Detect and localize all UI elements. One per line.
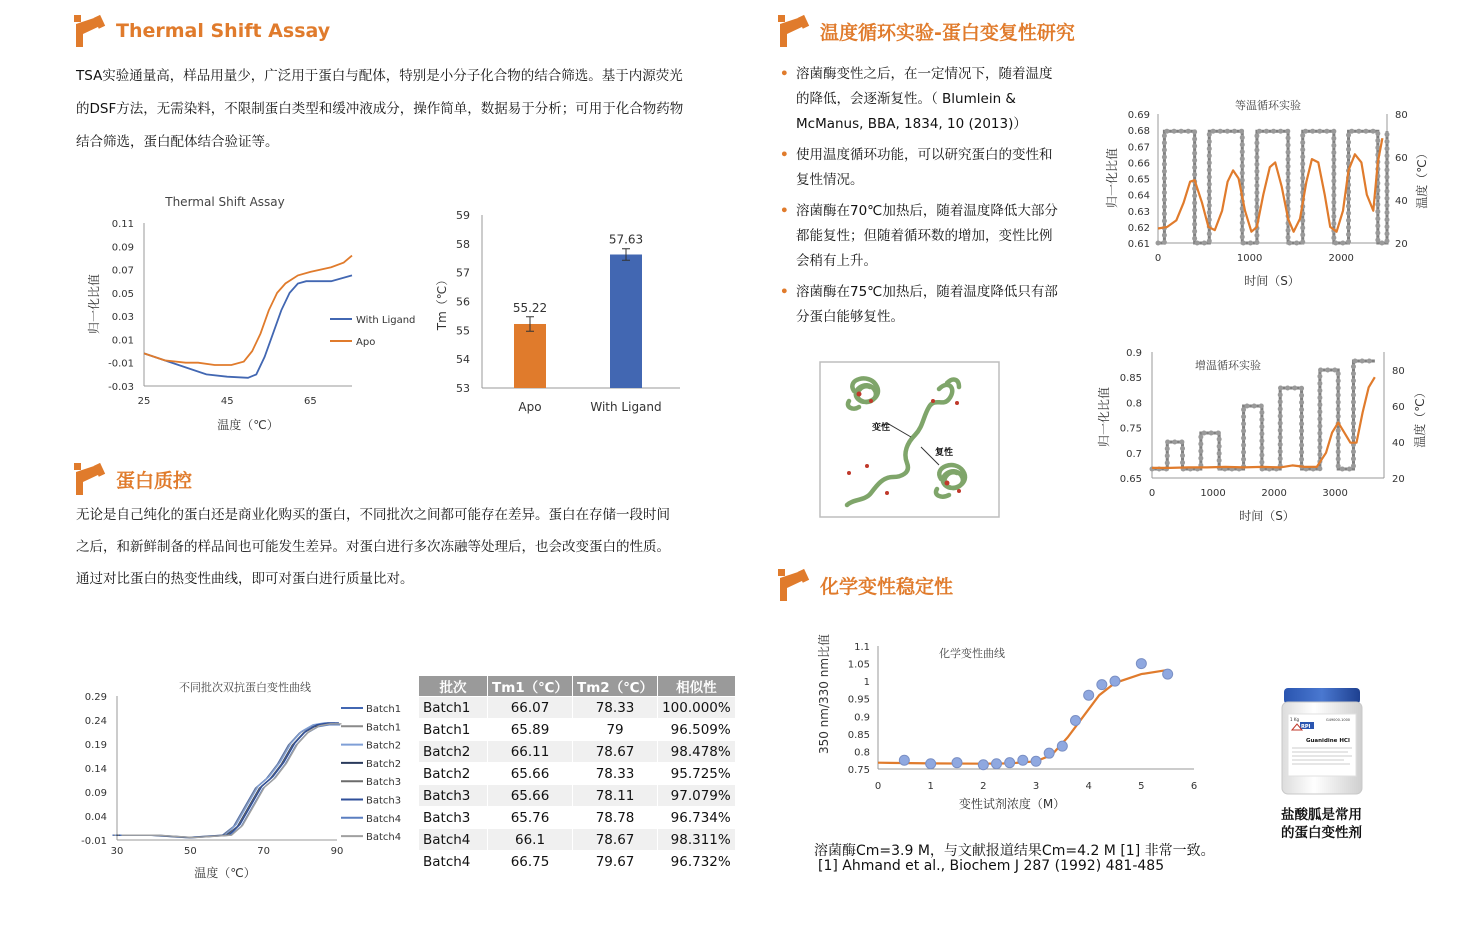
bullet-line: McManus, BBA, 1834, 10 (2013)） xyxy=(796,116,1027,132)
y2-tick-label: 60 xyxy=(1395,153,1408,164)
bullet-item xyxy=(780,143,1080,193)
table-row xyxy=(419,697,736,719)
table-cell: 65.66 xyxy=(488,785,573,807)
table-cell: Batch3 xyxy=(419,785,488,807)
paragraph-line: 的DSF方法，无需染料，不限制蛋白类型和缓冲液成分，操作简单，数据易于分析；可用于化合物药物 xyxy=(76,101,684,117)
x-tick-label: 6 xyxy=(1190,781,1198,792)
y-tick-label: 0.7 xyxy=(1126,448,1142,460)
temperature-line xyxy=(1152,361,1375,469)
x-axis-label: 时间（S） xyxy=(1239,509,1295,523)
batch-series-line xyxy=(120,725,340,838)
batch-similarity-table xyxy=(418,675,736,873)
batch-series-line xyxy=(116,725,336,838)
caption-line: 盐酸胍是常用 xyxy=(1281,807,1362,823)
table-row xyxy=(419,741,736,763)
y-tick-label: 0.8 xyxy=(854,747,870,759)
y-tick-label: 59 xyxy=(456,209,470,222)
table-header-row xyxy=(419,676,736,697)
table-cell: 78.67 xyxy=(573,829,658,851)
table-header: 相似性 xyxy=(658,676,736,697)
fit-curve xyxy=(878,670,1168,764)
table-cell: Batch2 xyxy=(419,763,488,785)
table-cell: 96.734% xyxy=(658,807,736,829)
table-cell: 66.07 xyxy=(488,697,573,719)
legend-label: Batch2 xyxy=(366,758,402,770)
bullet-line: • 溶菌酶在70℃加热后，随着温度降低大部分 xyxy=(796,203,1058,219)
section-title-tsa xyxy=(72,14,330,48)
category-label: With Ligand xyxy=(590,400,662,414)
x-tick-label: 25 xyxy=(137,396,151,407)
bullet-item xyxy=(780,199,1080,274)
y-tick-label: 0.01 xyxy=(111,335,134,347)
table-cell: Batch1 xyxy=(419,719,488,741)
table-cell: 95.725% xyxy=(658,763,736,785)
table-cell: 66.11 xyxy=(488,741,573,763)
table-row xyxy=(419,851,736,873)
chart-title: 增温循环实验 xyxy=(1195,359,1261,372)
y2-axis-label: 温度（℃） xyxy=(1415,147,1429,209)
table-cell: 65.76 xyxy=(488,807,573,829)
y-tick-label: 0.75 xyxy=(847,765,870,776)
megaphone-icon xyxy=(72,14,106,48)
section-title-chem xyxy=(776,568,953,602)
megaphone-icon xyxy=(776,14,810,48)
tsa-description xyxy=(76,60,683,159)
x-axis-label: 温度（℃） xyxy=(194,866,256,880)
bullet-line: 都能复性；但随着循环数的增加，变性比例 xyxy=(796,228,1053,244)
y2-tick-label: 20 xyxy=(1395,239,1408,250)
y-tick-label: 1.05 xyxy=(847,659,870,671)
table-cell: Batch1 xyxy=(419,697,488,719)
temperature-line xyxy=(1158,131,1387,243)
table-row xyxy=(419,829,736,851)
y2-tick-label: 60 xyxy=(1392,402,1405,413)
section-title-qc xyxy=(72,462,192,496)
table-cell: 79 xyxy=(573,719,658,741)
table-header: Tm1（℃） xyxy=(488,676,573,697)
data-point xyxy=(1097,680,1107,690)
y-axis-label: 归一化比值 xyxy=(87,273,101,335)
y-tick-label: 0.09 xyxy=(111,242,134,254)
y-tick-label: 1.1 xyxy=(854,642,870,653)
bullet-line: • 溶菌酶变性之后，在一定情况下，随着温度 xyxy=(796,66,1053,82)
y-tick-label: 58 xyxy=(456,237,470,251)
x-axis-label: 温度（℃） xyxy=(217,418,279,432)
y-tick-label: 0.75 xyxy=(1119,423,1142,435)
y-tick-label: 0.09 xyxy=(84,788,107,799)
x-tick-label: 0 xyxy=(1148,488,1156,499)
legend-label: Batch2 xyxy=(366,740,402,752)
y-axis-label: 350 nm/330 nm比值 xyxy=(817,633,831,755)
table-cell: 78.78 xyxy=(573,807,658,829)
temperature-markers xyxy=(1152,361,1375,469)
jar-code: G49000-1000 xyxy=(1326,718,1351,722)
qc-description xyxy=(76,499,670,595)
table-cell: Batch3 xyxy=(419,807,488,829)
temperature-markers xyxy=(1158,131,1387,243)
bullet-line: 会稍有上升。 xyxy=(796,253,877,269)
data-point xyxy=(1031,756,1041,766)
y-tick-label: 0.11 xyxy=(111,219,134,230)
table-cell: 96.509% xyxy=(658,719,736,741)
x-axis-label: 时间（S） xyxy=(1244,274,1300,288)
table-cell: 65.66 xyxy=(488,763,573,785)
bullet-line: 的降低，会逐渐复性。（ Blumlein & xyxy=(796,91,1016,107)
y-tick-label: 56 xyxy=(456,295,470,309)
table-cell: 78.11 xyxy=(573,785,658,807)
y-tick-label: 0.95 xyxy=(847,694,870,706)
denature-label: 变性 xyxy=(872,423,891,433)
batch-series-line xyxy=(122,724,342,838)
megaphone-icon xyxy=(72,462,106,496)
y-tick-label: 0.68 xyxy=(1127,126,1150,138)
x-tick-label: 2000 xyxy=(1261,488,1287,499)
data-point xyxy=(1057,741,1067,751)
y-axis-label: 归一化比值 xyxy=(1097,386,1111,448)
reference-note: [1] Ahmand et al., Biochem J 287 (1992) 481-485 xyxy=(818,858,1165,874)
data-point xyxy=(1136,659,1146,669)
data-point xyxy=(1044,748,1054,758)
y-tick-label: 0.85 xyxy=(1119,373,1142,385)
table-cell: 96.732% xyxy=(658,851,736,873)
bullet-item xyxy=(780,280,1080,330)
x-tick-label: 4 xyxy=(1085,781,1092,792)
bullet-item xyxy=(780,62,1080,137)
batch-series-line xyxy=(118,724,338,838)
table-row xyxy=(419,785,736,807)
series-line-apo xyxy=(144,256,352,365)
jar-brand: RPI xyxy=(1301,724,1311,730)
paragraph-line: 无论是自己纯化的蛋白还是商业化购买的蛋白，不同批次之间都可能存在差异。蛋白在存储一段时间 xyxy=(76,507,670,523)
y-tick-label: 0.05 xyxy=(111,288,134,300)
y-tick-label: 0.19 xyxy=(84,740,107,751)
cycle-bullets xyxy=(780,62,1080,336)
y-tick-label: 0.69 xyxy=(1127,110,1150,121)
table-cell: 98.311% xyxy=(658,829,736,851)
data-point xyxy=(1005,758,1015,768)
legend-label: Apo xyxy=(356,337,376,348)
table-cell: Batch2 xyxy=(419,741,488,763)
y-tick-label: 0.03 xyxy=(111,312,134,324)
table-cell: 78.33 xyxy=(573,763,658,785)
y-tick-label: 0.66 xyxy=(1127,158,1150,170)
chart-title: Thermal Shift Assay xyxy=(165,195,285,209)
legend-label: Batch3 xyxy=(366,777,402,789)
table-cell: Batch4 xyxy=(419,829,488,851)
y-tick-label: 0.85 xyxy=(847,729,870,741)
x-tick-label: 1000 xyxy=(1200,488,1226,499)
x-tick-label: 2000 xyxy=(1328,253,1354,264)
y-tick-label: 0.65 xyxy=(1127,174,1150,186)
y2-tick-label: 40 xyxy=(1395,196,1408,207)
chart-title: 化学变性曲线 xyxy=(939,647,1005,660)
data-point xyxy=(1018,755,1028,765)
y2-tick-label: 20 xyxy=(1392,474,1405,485)
bar-with-ligand xyxy=(610,255,642,388)
y2-axis-label: 温度（℃） xyxy=(1413,386,1427,448)
category-label: Apo xyxy=(518,400,542,414)
table-cell: 79.67 xyxy=(573,851,658,873)
table-cell: 98.478% xyxy=(658,741,736,763)
renature-label: 复性 xyxy=(935,448,954,458)
table-header: 批次 xyxy=(419,676,488,697)
legend-label: Batch4 xyxy=(366,832,402,844)
chart-title: 不同批次双抗蛋白变性曲线 xyxy=(179,681,311,694)
batch-series-line xyxy=(119,723,339,838)
x-tick-label: 2 xyxy=(980,781,987,792)
table-row xyxy=(419,807,736,829)
x-tick-label: 1000 xyxy=(1236,253,1263,264)
bar-value-label: 55.22 xyxy=(512,300,548,315)
x-tick-label: 45 xyxy=(220,396,234,407)
table-cell: 97.079% xyxy=(658,785,736,807)
section-title-text: Thermal Shift Assay xyxy=(116,20,331,42)
y-tick-label: 0.64 xyxy=(1127,190,1150,202)
bullet-line: 复性情况。 xyxy=(796,172,864,188)
x-tick-label: 90 xyxy=(330,846,344,857)
table-cell: 100.000% xyxy=(658,697,736,719)
table-cell: Batch4 xyxy=(419,851,488,873)
x-tick-label: 5 xyxy=(1138,781,1145,792)
data-point xyxy=(992,759,1002,769)
bar-value-label: 57.63 xyxy=(608,232,644,247)
y-tick-label: 0.04 xyxy=(84,812,107,823)
x-tick-label: 50 xyxy=(183,846,197,857)
paragraph-line: 通过对比蛋白的热变性曲线，即可对蛋白进行质量比对。 xyxy=(76,571,414,587)
y-tick-label: 1 xyxy=(863,677,870,689)
y-tick-label: 0.9 xyxy=(1126,348,1142,359)
table-cell: 66.1 xyxy=(488,829,573,851)
legend-label: Batch1 xyxy=(366,722,402,734)
data-point xyxy=(1163,669,1173,679)
y-tick-label: 0.8 xyxy=(1126,398,1142,410)
section-title-text: 温度循环实验-蛋白变复性研究 xyxy=(820,21,1075,44)
jar-caption xyxy=(1281,806,1362,842)
tsa-line-chart xyxy=(80,188,420,438)
section-title-text: 蛋白质控 xyxy=(116,469,193,492)
data-point xyxy=(1071,716,1081,726)
chart-title: 等温循环实验 xyxy=(1235,99,1301,112)
tm-bar-chart xyxy=(430,200,690,425)
bullet-line: • 使用温度循环功能，可以研究蛋白的变性和 xyxy=(796,147,1053,163)
table-cell: 66.75 xyxy=(488,851,573,873)
x-axis-label: 变性试剂浓度（M） xyxy=(958,797,1066,811)
bar-apo xyxy=(514,324,546,388)
y-tick-label: -0.01 xyxy=(108,358,134,370)
data-point xyxy=(899,755,909,765)
isothermal-cycle-chart xyxy=(1100,92,1445,292)
y-tick-label: 55 xyxy=(456,324,470,338)
table-cell: 78.33 xyxy=(573,697,658,719)
x-tick-label: 3000 xyxy=(1322,488,1348,499)
data-point xyxy=(978,760,988,770)
legend-label: With Ligand xyxy=(356,315,416,326)
x-tick-label: 1 xyxy=(927,781,934,792)
table-row xyxy=(419,719,736,741)
y-tick-label: 0.61 xyxy=(1127,239,1150,250)
y-tick-label: 0.65 xyxy=(1119,474,1142,485)
section-title-cycle xyxy=(776,14,1075,48)
y2-tick-label: 80 xyxy=(1395,110,1408,121)
cm-result-note: 溶菌酶Cm=3.9 M，与文献报道结果Cm=4.2 M [1] 非常一致。 xyxy=(814,843,1215,859)
legend-label: Batch1 xyxy=(366,704,402,715)
table-cell: 78.67 xyxy=(573,741,658,763)
y-tick-label: -0.01 xyxy=(81,836,107,847)
table-cell: 65.89 xyxy=(488,719,573,741)
y-tick-label: 0.14 xyxy=(84,764,107,775)
heating-cycle-chart xyxy=(1092,342,1442,527)
data-point xyxy=(952,758,962,768)
x-tick-label: 70 xyxy=(257,846,271,857)
y-axis-label: 归一化比值 xyxy=(1105,147,1119,209)
x-tick-label: 0 xyxy=(874,781,882,792)
batch-line-chart xyxy=(75,672,415,882)
y-tick-label: 54 xyxy=(456,353,470,367)
section-title-text: 化学变性稳定性 xyxy=(820,575,954,598)
data-point xyxy=(926,759,936,769)
table-header: Tm2（℃） xyxy=(573,676,658,697)
x-tick-label: 0 xyxy=(1154,253,1162,264)
megaphone-icon xyxy=(776,568,810,602)
y-tick-label: 0.9 xyxy=(854,712,870,724)
y-tick-label: 0.67 xyxy=(1127,142,1150,154)
data-point xyxy=(1110,676,1120,686)
y-tick-label: 0.07 xyxy=(111,265,134,277)
paragraph-line: 之后，和新鲜制备的样品间也可能发生差异。对蛋白进行多次冻融等处理后，也会改变蛋白的性质。 xyxy=(76,539,670,555)
protein-folding-diagram xyxy=(819,361,1000,518)
chemical-denaturation-chart xyxy=(812,630,1204,820)
x-tick-label: 30 xyxy=(110,846,124,857)
y-tick-label: 0.62 xyxy=(1127,222,1150,234)
y-tick-label: 0.63 xyxy=(1127,206,1150,218)
jar-size: 1 Kg xyxy=(1290,717,1299,722)
y-axis-label: Tm（℃） xyxy=(435,273,449,331)
caption-line: 的蛋白变性剂 xyxy=(1281,825,1362,841)
legend-label: Batch4 xyxy=(366,813,402,825)
x-tick-label: 65 xyxy=(304,396,317,407)
paragraph-line: 结合筛选，蛋白配体结合验证等。 xyxy=(76,134,279,150)
bullet-line: • 溶菌酶在75℃加热后，随着温度降低只有部 xyxy=(796,284,1058,300)
data-point xyxy=(1084,690,1094,700)
table-row xyxy=(419,763,736,785)
x-tick-label: 3 xyxy=(1032,781,1040,792)
y-tick-label: -0.03 xyxy=(108,382,134,393)
y-tick-label: 0.24 xyxy=(84,716,107,727)
y2-tick-label: 80 xyxy=(1392,366,1405,377)
paragraph-line: TSA实验通量高，样品用量少，广泛用于蛋白与配体，特别是小分子化合物的结合筛选。基于内源荧光 xyxy=(76,68,683,84)
y-tick-label: 0.29 xyxy=(84,692,107,703)
batch-series-line xyxy=(115,723,335,838)
jar-product-name: Guanidine HCl xyxy=(1306,738,1350,744)
y2-tick-label: 40 xyxy=(1392,438,1405,449)
guanidine-jar-image xyxy=(1278,686,1366,798)
legend-label: Batch3 xyxy=(366,795,402,807)
bullet-line: 分蛋白能够复性。 xyxy=(796,309,904,325)
y-tick-label: 53 xyxy=(456,382,470,395)
y-tick-label: 57 xyxy=(456,266,470,280)
